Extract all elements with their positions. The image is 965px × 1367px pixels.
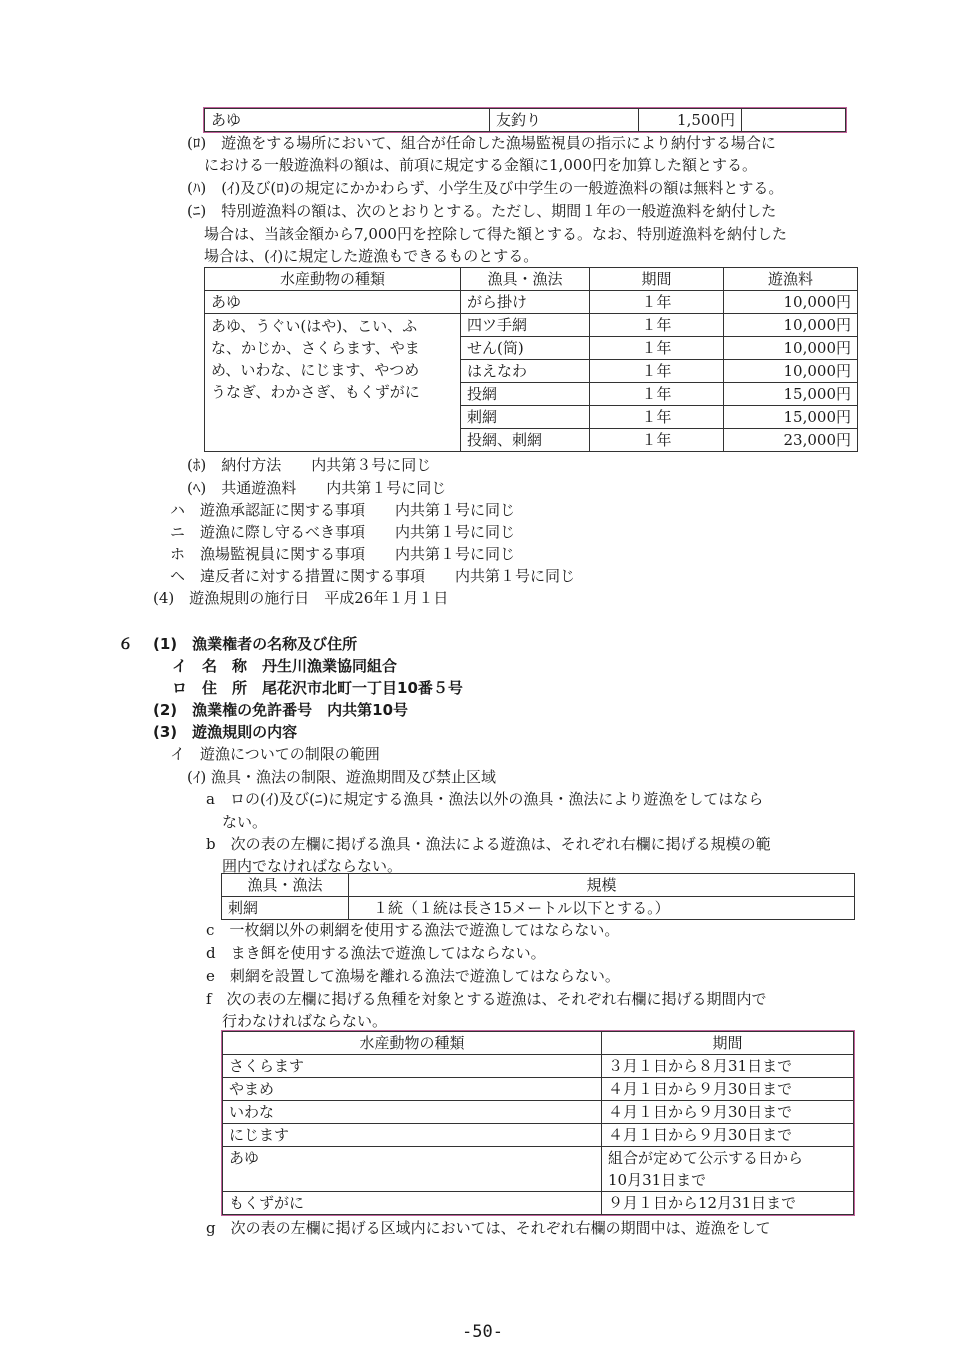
species-group-line: め、いわな、にじます、やつめ (211, 361, 420, 379)
line-e: e 刺網を設置して漁場を離れる漁法で遊漁してはならない。 (206, 967, 620, 985)
header-scale: 規模 (349, 874, 855, 897)
fee-cell: 23,000円 (724, 429, 858, 452)
fee-cell: 15,000円 (724, 406, 858, 429)
species-group-line: うなぎ、わかさぎ、もくずがに (211, 383, 420, 401)
top-fee-table (204, 108, 846, 132)
period-table (222, 1031, 854, 1215)
period-cell: １年 (590, 314, 724, 337)
method-cell: 刺網 (461, 406, 590, 429)
method-cell: はえなわ (461, 360, 590, 383)
section-line-5: (3) 遊漁規則の内容 (153, 723, 298, 741)
para-ro-1: (ﾛ) 遊漁をする場所において、組合が任命した漁場監視員の指示により納付する場合に (187, 134, 776, 152)
method-cell: 四ツ手網 (461, 314, 590, 337)
period-cell: ４月１日から９月30日まで (602, 1078, 854, 1101)
header-species: 水産動物の種類 (205, 268, 461, 291)
para-ro-2: における一般遊漁料の額は、前項に規定する金額に1,000円を加算した額とする。 (204, 156, 757, 174)
line-a-2: ない。 (222, 813, 268, 831)
table-header-row (223, 1032, 854, 1055)
period-cell: １年 (590, 383, 724, 406)
table-row (223, 1192, 854, 1215)
table-header-row (205, 268, 858, 291)
species-cell: いわな (223, 1101, 602, 1124)
fee-cell: 10,000円 (724, 337, 858, 360)
fee-cell: 10,000円 (724, 291, 858, 314)
table-row (223, 1147, 854, 1192)
fee-cell: 10,000円 (724, 314, 858, 337)
table-row (223, 1124, 854, 1147)
header-period: 期間 (590, 268, 724, 291)
method-cell: 刺網 (222, 897, 349, 920)
fee-cell: 10,000円 (724, 360, 858, 383)
species-cell: やまめ (223, 1078, 602, 1101)
period-cell: ４月１日から９月30日まで (602, 1124, 854, 1147)
para-ha: (ﾊ) (ｲ)及び(ﾛ)の規定にかかわらず、小学生及び中学生の一般遊漁料の額は無料とする。 (187, 179, 784, 197)
special-fee-table (204, 267, 858, 452)
para-ni-2: 場合は、当該金額から7,000円を控除して得た額とする。なお、特別遊漁料を納付した (204, 225, 787, 243)
line-b-2: 囲内でなければならない。 (222, 857, 403, 875)
line-ni-item: ニ 遊漁に際し守るべき事項 内共第１号に同じ (170, 523, 516, 541)
period-cell (602, 1147, 854, 1192)
table-row (223, 1101, 854, 1124)
line-ho-item: ホ 漁場監視員に関する事項 内共第１号に同じ (170, 545, 516, 563)
period-cell: １年 (590, 360, 724, 383)
species-cell: あゆ (205, 291, 461, 314)
period-cell: １年 (590, 429, 724, 452)
method-cell: がら掛け (461, 291, 590, 314)
line-g: g 次の表の左欄に掲げる区域内においては、それぞれ右欄の期間中は、遊漁をして (206, 1219, 771, 1237)
line-effective-date: (4) 遊漁規則の施行日 平成26年１月１日 (153, 589, 449, 607)
table-row (223, 1078, 854, 1101)
method-cell: せん(筒) (461, 337, 590, 360)
header-species: 水産動物の種類 (223, 1032, 602, 1055)
period-line: 組合が定めて公示する日から (608, 1149, 804, 1167)
method-cell: 投網、刺網 (461, 429, 590, 452)
period-cell: １年 (590, 337, 724, 360)
line-f-2: 行わなければならない。 (222, 1012, 388, 1030)
period-cell: ９月１日から12月31日まで (602, 1192, 854, 1215)
scale-cell: １統（１統は長さ15メートル以下とする。） (349, 897, 855, 920)
section-line-3: ロ 住 所 尾花沢市北町一丁目10番５号 (172, 679, 463, 697)
species-group-line: な、かじか、さくらます、やま (211, 339, 420, 357)
line-he-item: ヘ 違反者に対する措置に関する事項 内共第１号に同じ (170, 567, 576, 585)
method-cell: 友釣り (490, 109, 639, 132)
blank-cell (742, 109, 846, 132)
section-number: ６ (118, 635, 134, 653)
line-ha-item: ハ 遊漁承認証に関する事項 内共第１号に同じ (170, 501, 516, 519)
species-group-line: あゆ、うぐい(はや)、こい、ふ (211, 317, 418, 335)
line-f-1: f 次の表の左欄に掲げる魚種を対象とする遊漁は、それぞれ右欄に掲げる期間内で (206, 990, 767, 1008)
table-row (222, 897, 855, 920)
line-c: c 一枚網以外の刺網を使用する漁法で遊漁してはならない。 (206, 921, 620, 939)
species-cell: あゆ (205, 109, 490, 132)
table-header-row (222, 874, 855, 897)
species-cell: さくらます (223, 1055, 602, 1078)
fee-cell: 1,500円 (639, 109, 742, 132)
header-method: 漁具・漁法 (461, 268, 590, 291)
scale-table (221, 873, 855, 920)
line-i-sub: (ｲ) 漁具・漁法の制限、遊漁期間及び禁止区域 (187, 768, 496, 786)
line-i-limits: イ 遊漁についての制限の範囲 (170, 745, 380, 763)
method-cell: 投網 (461, 383, 590, 406)
period-cell: ４月１日から９月30日まで (602, 1101, 854, 1124)
line-a-1: a ロの(ｲ)及び(ﾆ)に規定する漁具・漁法以外の漁具・漁法により遊漁をしてはなら (206, 790, 764, 808)
species-cell: にじます (223, 1124, 602, 1147)
period-line: 10月31日まで (608, 1171, 707, 1189)
table-row (205, 291, 858, 314)
table-row (205, 314, 858, 337)
period-cell: １年 (590, 406, 724, 429)
fee-cell: 15,000円 (724, 383, 858, 406)
line-ho: (ﾎ) 納付方法 内共第３号に同じ (187, 456, 432, 474)
page-number: -50- (462, 1322, 503, 1342)
section-line-2: イ 名 称 丹生川漁業協同組合 (172, 657, 398, 675)
table-row (223, 1055, 854, 1078)
section-line-1: (1) 漁業権者の名称及び住所 (153, 635, 358, 653)
line-d: d まき餌を使用する漁法で遊漁してはならない。 (206, 944, 546, 962)
species-cell: もくずがに (223, 1192, 602, 1215)
section-line-4: (2) 漁業権の免許番号 内共第10号 (153, 701, 409, 719)
period-cell: １年 (590, 291, 724, 314)
para-ni-1: (ﾆ) 特別遊漁料の額は、次のとおりとする。ただし、期間１年の一般遊漁料を納付した (187, 202, 777, 220)
line-he: (ﾍ) 共通遊漁料 内共第１号に同じ (187, 479, 447, 497)
table-row (205, 109, 846, 132)
period-cell: ３月１日から８月31日まで (602, 1055, 854, 1078)
species-group-cell (205, 314, 461, 452)
header-fee: 遊漁料 (724, 268, 858, 291)
para-ni-3: 場合は、(ｲ)に規定した遊漁もできるものとする。 (204, 247, 539, 265)
header-period: 期間 (602, 1032, 854, 1055)
species-cell: あゆ (223, 1147, 602, 1192)
line-b-1: b 次の表の左欄に掲げる漁具・漁法による遊漁は、それぞれ右欄に掲げる規模の範 (206, 835, 771, 853)
header-method: 漁具・漁法 (222, 874, 349, 897)
